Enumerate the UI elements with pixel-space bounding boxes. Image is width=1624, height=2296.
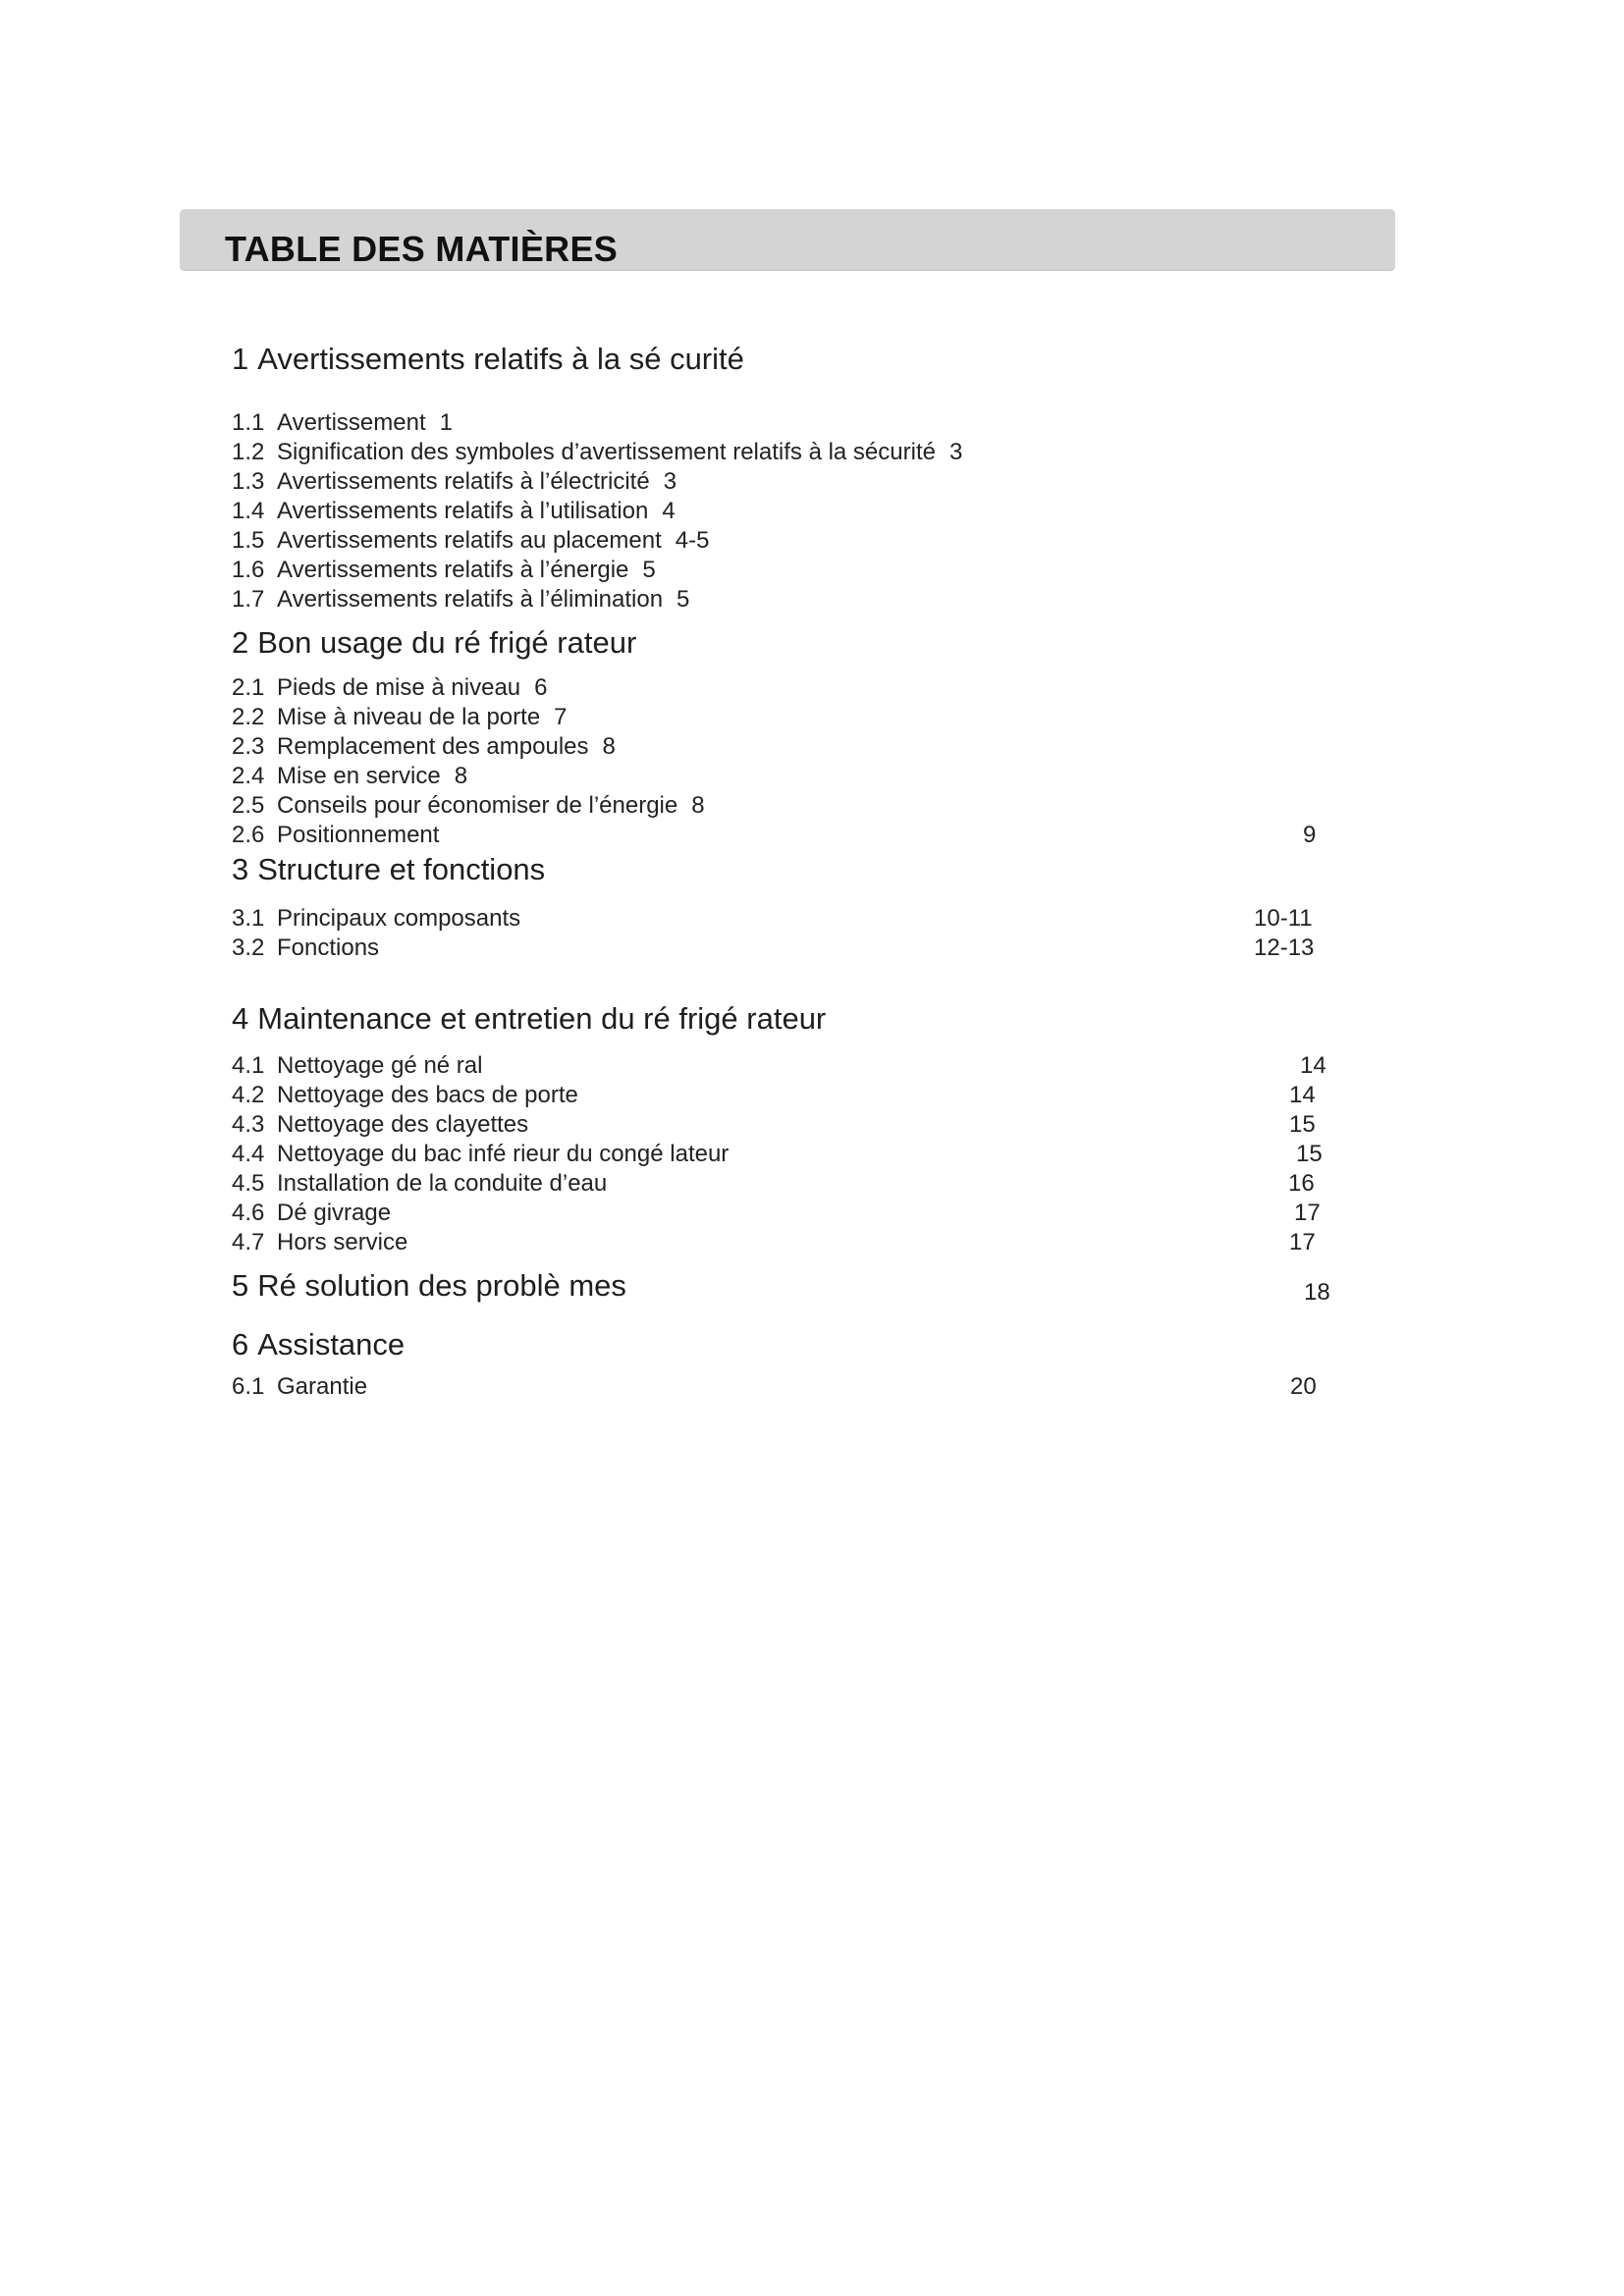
section-number: 4	[232, 1001, 249, 1036]
entry-number: 1.7	[232, 586, 265, 613]
entry-title: Pieds de mise à niveau	[277, 674, 521, 701]
entry-number: 4.3	[232, 1111, 265, 1138]
toc-entry-1-3[interactable]	[232, 467, 677, 497]
toc-entry-4-2[interactable]	[232, 1081, 578, 1110]
entry-number: 4.7	[232, 1229, 265, 1255]
toc-entry-1-7[interactable]	[232, 585, 689, 614]
toc-entry-1-2[interactable]	[232, 438, 962, 467]
section-number: 5	[232, 1268, 249, 1303]
entry-title: Fonctions	[277, 934, 380, 961]
entry-number: 1.3	[232, 468, 265, 495]
section-title: Maintenance et entretien du ré frigé rateur	[257, 1001, 827, 1036]
entry-page-right: 17	[1289, 1229, 1316, 1255]
entry-page: 4	[662, 498, 676, 524]
entry-page-right: 17	[1294, 1200, 1321, 1226]
entry-number: 1.6	[232, 557, 265, 583]
section-heading-5[interactable]	[232, 1268, 626, 1304]
entry-number: 1.4	[232, 498, 265, 524]
toc-entry-4-6[interactable]	[232, 1199, 391, 1228]
toc-entry-4-1[interactable]	[232, 1051, 482, 1081]
toc-entry-2-4[interactable]	[232, 762, 467, 791]
entry-number: 4.6	[232, 1200, 265, 1226]
section-heading-1[interactable]	[232, 342, 744, 377]
entry-page: 8	[691, 792, 705, 819]
entry-page: 5	[642, 557, 656, 583]
toc-entry-2-6[interactable]	[232, 821, 439, 850]
toc-entry-1-4[interactable]	[232, 497, 676, 526]
entry-number: 1.1	[232, 409, 265, 436]
entry-title: Nettoyage des bacs de porte	[277, 1082, 578, 1108]
entry-number: 2.2	[232, 704, 265, 730]
entry-number: 2.1	[232, 674, 265, 701]
entry-title: Garantie	[277, 1373, 368, 1400]
entry-page: 4-5	[675, 527, 710, 554]
entry-page-right: 15	[1296, 1141, 1323, 1167]
entry-page-right: 15	[1289, 1111, 1316, 1138]
entry-title: Mise à niveau de la porte	[277, 704, 541, 730]
entry-title: Signification des symboles d’avertissement relatifs à la sécurité	[277, 439, 936, 465]
entry-title: Avertissements relatifs à l’électricité	[277, 468, 650, 495]
entry-title: Nettoyage gé né ral	[277, 1052, 483, 1079]
entry-number: 1.2	[232, 439, 265, 465]
section-title: Bon usage du ré frigé rateur	[257, 625, 637, 660]
entry-title: Mise en service	[277, 763, 441, 789]
entry-page-right: 14	[1300, 1052, 1326, 1079]
section-number: 3	[232, 852, 249, 886]
toc-entry-3-2[interactable]	[232, 934, 379, 963]
entry-title: Remplacement des ampoules	[277, 733, 589, 760]
entry-number: 2.6	[232, 822, 265, 848]
section-title: Assistance	[257, 1327, 406, 1362]
section-heading-4[interactable]	[232, 1001, 826, 1037]
entry-page-right: 16	[1288, 1170, 1315, 1197]
section-title: Avertissements relatifs à la sé curité	[257, 342, 744, 376]
entry-title: Avertissement	[277, 409, 426, 436]
entry-number: 4.2	[232, 1082, 265, 1108]
toc-entry-4-3[interactable]	[232, 1110, 528, 1140]
section-heading-6[interactable]	[232, 1327, 405, 1362]
entry-page-right: 12-13	[1254, 934, 1315, 961]
entry-title: Hors service	[277, 1229, 408, 1255]
toc-entry-2-1[interactable]	[232, 673, 548, 703]
entry-number: 4.4	[232, 1141, 265, 1167]
entry-page: 8	[602, 733, 616, 760]
entry-title: Principaux composants	[277, 905, 521, 932]
toc-entry-3-1[interactable]	[232, 904, 520, 934]
section-number: 6	[232, 1327, 249, 1362]
entry-title: Nettoyage du bac infé rieur du congé lateur	[277, 1141, 730, 1167]
toc-entry-1-1[interactable]	[232, 408, 453, 438]
entry-page: 3	[948, 439, 963, 465]
entry-title: Avertissements relatifs à l’élimination	[277, 586, 664, 613]
entry-number: 4.1	[232, 1052, 265, 1079]
entry-number: 2.5	[232, 792, 265, 819]
entry-number: 2.3	[232, 733, 265, 760]
toc-entry-6-1[interactable]	[232, 1372, 367, 1402]
entry-page: 3	[663, 468, 677, 495]
entry-page: 1	[439, 409, 453, 436]
entry-page-right: 10-11	[1254, 905, 1313, 932]
entry-title: Positionnement	[277, 822, 440, 848]
entry-title: Avertissements relatifs à l’utilisation	[277, 498, 649, 524]
entry-number: 3.1	[232, 905, 265, 932]
entry-number: 6.1	[232, 1373, 265, 1400]
entry-page: 8	[454, 763, 468, 789]
entry-page: 6	[534, 674, 548, 701]
title-bar	[180, 209, 1395, 270]
toc-entry-4-4[interactable]	[232, 1140, 729, 1169]
entry-number: 1.5	[232, 527, 265, 554]
toc-entry-2-2[interactable]	[232, 703, 568, 732]
toc-entry-1-5[interactable]	[232, 526, 709, 556]
entry-title: Installation de la conduite d’eau	[277, 1170, 608, 1197]
entry-page: 7	[554, 704, 568, 730]
section-heading-2[interactable]	[232, 625, 636, 661]
entry-title: Conseils pour économiser de l’énergie	[277, 792, 678, 819]
toc-entry-1-6[interactable]	[232, 556, 656, 585]
entry-number: 4.5	[232, 1170, 265, 1197]
section-title: Ré solution des problè mes	[257, 1268, 626, 1303]
entry-number: 2.4	[232, 763, 265, 789]
entry-number: 3.2	[232, 934, 265, 961]
entry-title: Avertissements relatifs au placement	[277, 527, 662, 554]
toc-entry-4-7[interactable]	[232, 1228, 407, 1257]
entry-page-right: 14	[1289, 1082, 1316, 1108]
page-title: TABLE DES MATIÈRES	[225, 229, 619, 269]
toc-entry-2-3[interactable]	[232, 732, 616, 762]
entry-title: Nettoyage des clayettes	[277, 1111, 529, 1138]
entry-title: Dé givrage	[277, 1200, 392, 1226]
section-number: 1	[232, 342, 249, 376]
section-page: 18	[1304, 1279, 1330, 1306]
section-title: Structure et fonctions	[257, 852, 546, 886]
entry-page-right: 9	[1303, 822, 1317, 848]
section-heading-3[interactable]	[232, 852, 545, 887]
entry-page-right: 20	[1290, 1373, 1317, 1400]
toc-entry-2-5[interactable]	[232, 791, 705, 821]
section-number: 2	[232, 625, 249, 660]
entry-title: Avertissements relatifs à l’énergie	[277, 557, 629, 583]
toc-entry-4-5[interactable]	[232, 1169, 607, 1199]
entry-page: 5	[677, 586, 690, 613]
